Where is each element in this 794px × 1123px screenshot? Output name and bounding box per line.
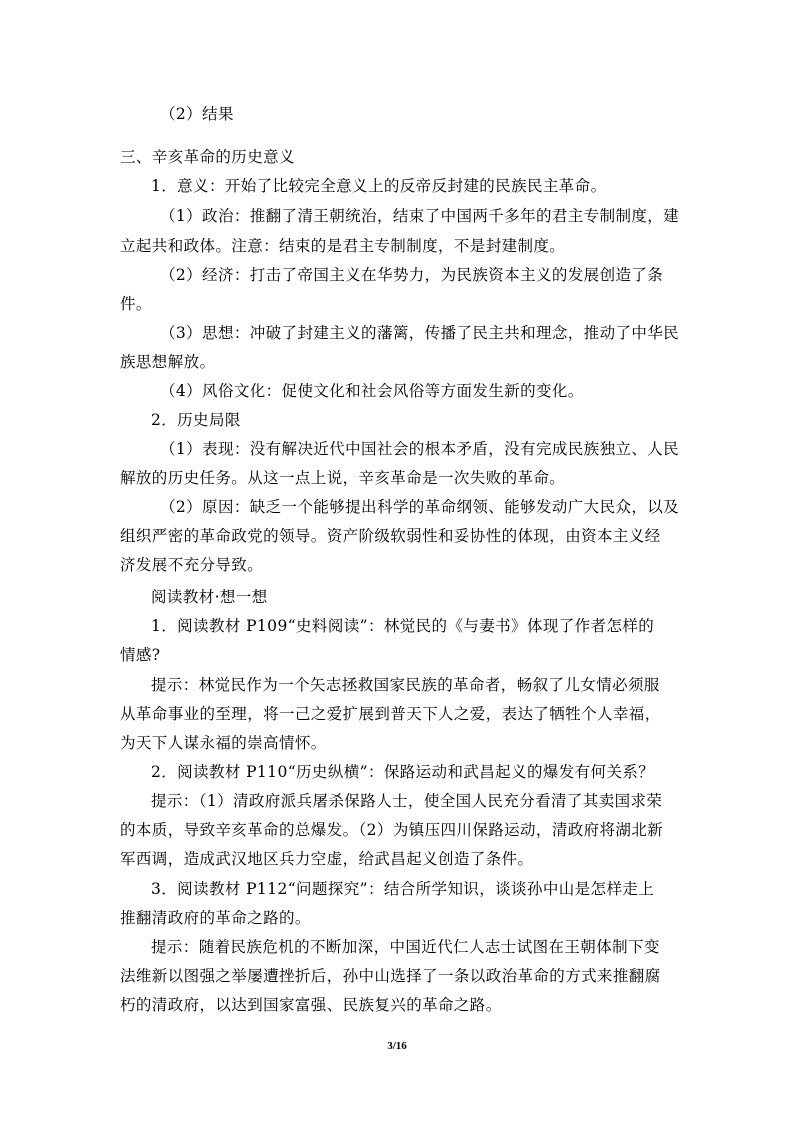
text-line: （4）风俗文化：促使文化和社会风俗等方面发生新的变化。 [160,382,584,400]
section-heading: 阅读教材·想一想 [151,588,268,606]
text-line: 情感? [120,646,161,664]
text-line: 2．阅读教材 P110“历史纵横”：保路运动和武昌起义的爆发有何关系？ [151,763,655,781]
text-line: 1．意义：开始了比较完全意义上的反帝反封建的民族民主革命。 [151,177,607,195]
text-line: 法维新以图强之举屡遭挫折后，孙中山选择了一条以政治革命的方式来推翻腐 [120,967,661,985]
text-line: （1）政治：推翻了清王朝统治，结束了中国两千多年的君主专制制度，建 [160,207,680,225]
text-line: 济发展不充分导致。 [120,556,264,574]
text-line: 族思想解放。 [120,353,216,371]
text-line: 为天下人谋永福的崇高情怀。 [120,734,327,752]
text-line: （2）原因：缺乏一个能够提出科学的革命纲领、能够发动广大民众，以及 [160,498,680,516]
page-number: 3/16 [387,1040,407,1052]
text-line: 朽的清政府，以达到国家富强、民族复兴的革命之路。 [120,996,502,1014]
text-line: 组织严密的革命政党的领导。资产阶级软弱性和妥协性的体现，由资本主义经 [120,527,661,545]
text-line: （2）结果 [160,105,234,123]
text-line: （2）经济：打击了帝国主义在华势力，为民族资本主义的发展创造了条 [160,266,664,284]
text-line: 件。 [120,295,152,313]
text-line: 提示：林觉民作为一个矢志拯救国家民族的革命者，畅叙了儿女情必须服 [151,676,660,694]
text-line: 解放的历史任务。从这一点上说，辛亥革命是一次失败的革命。 [120,469,566,487]
text-line: 从革命事业的至理，将一己之爱扩展到普天下人之爱，表达了牺牲个人幸福， [120,705,661,723]
text-line: 军西调，造成武汉地区兵力空虚，给武昌起义创造了条件。 [120,850,534,868]
text-line: 1．阅读教材 P109“史料阅读”：林觉民的《与妻书》体现了作者怎样的 [151,617,655,635]
text-line: 立起共和政体。注意：结束的是君主专制制度，不是封建制度。 [120,237,566,255]
text-line: 提示：（1）清政府派兵屠杀保路人士，使全国人民充分看清了其卖国求荣 [151,792,663,810]
section-heading: 三、辛亥革命的历史意义 [120,148,295,166]
text-line: 推翻清政府的革命之路的。 [120,909,311,927]
text-line: （3）思想：冲破了封建主义的藩篱，传播了民主共和理念，推动了中华民 [160,324,680,342]
text-line: （1）表现：没有解决近代中国社会的根本矛盾，没有完成民族独立、人民 [160,440,680,458]
text-line: 2．历史局限 [151,411,241,429]
text-line: 3．阅读教材 P112“问题探究”：结合所学知识，谈谈孙中山是怎样走上 [151,880,655,898]
text-line: 提示：随着民族危机的不断加深，中国近代仁人志士试图在王朝体制下变 [151,938,660,956]
text-line: 的本质，导致辛亥革命的总爆发。（2）为镇压四川保路运动，清政府将湖北新 [120,821,664,839]
